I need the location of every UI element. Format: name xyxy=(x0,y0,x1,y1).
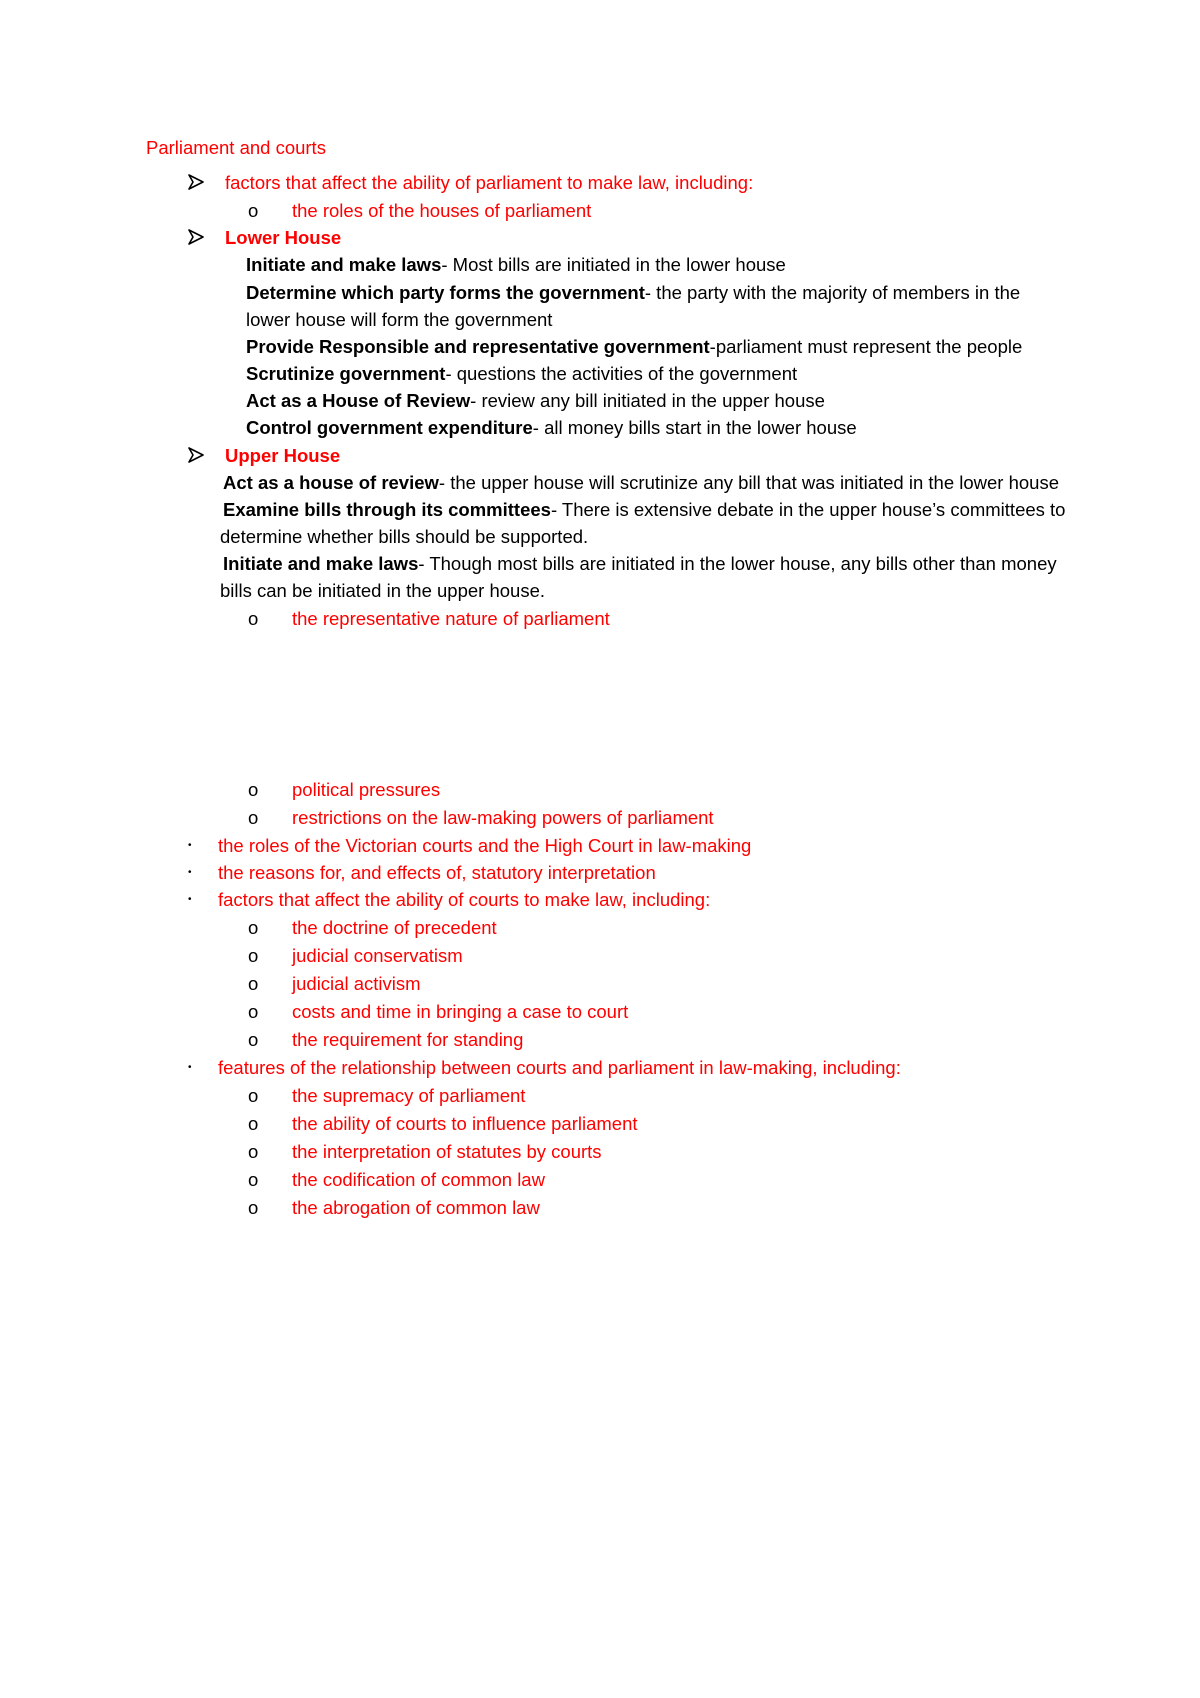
list-item: the representative nature of parliament xyxy=(292,608,610,629)
circle-bullet: o xyxy=(248,608,259,629)
arrow-bullet-icon xyxy=(188,229,204,245)
circle-bullet: o xyxy=(248,917,259,938)
list-item: the reasons for, and effects of, statutory interpretation xyxy=(218,862,656,883)
upper-house-item: Initiate and make laws- Though most bills are initiated in the lower house, any bills other than money xyxy=(223,553,1057,574)
list-item: judicial activism xyxy=(292,973,421,994)
upper-house-item-continued: determine whether bills should be supported. xyxy=(220,526,589,547)
parliament-factors-intro: factors that affect the ability of parliament to make law, including: xyxy=(225,172,754,193)
list-item: the codification of common law xyxy=(292,1169,545,1190)
lower-house-item: Initiate and make laws- Most bills are initiated in the lower house xyxy=(246,254,786,275)
list-item: the ability of courts to influence parliament xyxy=(292,1113,638,1134)
upper-house-item-continued: bills can be initiated in the upper house. xyxy=(220,580,545,601)
circle-bullet: o xyxy=(248,1141,259,1162)
lower-house-item: Act as a House of Review- review any bill initiated in the upper house xyxy=(246,390,825,411)
circle-bullet: o xyxy=(248,1169,259,1190)
upper-house-item: Examine bills through its committees- There is extensive debate in the upper house’s committees to xyxy=(223,499,1066,520)
arrow-bullet-icon xyxy=(188,447,204,463)
doc-title: Parliament and courts xyxy=(146,137,326,158)
list-item: costs and time in bringing a case to court xyxy=(292,1001,629,1022)
list-item: factors that affect the ability of courts to make law, including: xyxy=(218,889,711,910)
circle-bullet: o xyxy=(248,1085,259,1106)
circle-bullet: o xyxy=(248,1001,259,1022)
lower-house-heading: Lower House xyxy=(225,227,342,248)
list-item: the roles of the Victorian courts and the High Court in law-making xyxy=(218,835,752,856)
lower-house-item-continued: lower house will form the government xyxy=(246,309,553,330)
lower-house-item: Determine which party forms the government- the party with the majority of members in the xyxy=(246,282,1021,303)
list-item: political pressures xyxy=(292,779,441,800)
circle-bullet: o xyxy=(248,945,259,966)
list-item: the supremacy of parliament xyxy=(292,1085,526,1106)
dot-bullet: • xyxy=(188,867,192,878)
upper-house-heading: Upper House xyxy=(225,445,341,466)
dot-bullet: • xyxy=(188,894,192,905)
list-item: features of the relationship between courts and parliament in law-making, including: xyxy=(218,1057,901,1078)
circle-bullet: o xyxy=(248,1113,259,1134)
list-item: judicial conservatism xyxy=(292,945,463,966)
lower-house-item: Provide Responsible and representative government-parliament must represent the people xyxy=(246,336,1023,357)
upper-house-item: Act as a house of review- the upper house will scrutinize any bill that was initiated in the lower house xyxy=(223,472,1060,493)
list-item: the roles of the houses of parliament xyxy=(292,200,592,221)
arrow-bullet-icon xyxy=(188,174,204,190)
circle-bullet: o xyxy=(248,1029,259,1050)
circle-bullet: o xyxy=(248,779,259,800)
list-item: the requirement for standing xyxy=(292,1029,524,1050)
list-item: the abrogation of common law xyxy=(292,1197,540,1218)
list-item: the doctrine of precedent xyxy=(292,917,497,938)
list-item: restrictions on the law-making powers of parliament xyxy=(292,807,714,828)
circle-bullet: o xyxy=(248,200,259,221)
circle-bullet: o xyxy=(248,1197,259,1218)
list-item: the interpretation of statutes by courts xyxy=(292,1141,602,1162)
dot-bullet: • xyxy=(188,1062,192,1073)
lower-house-item: Scrutinize government- questions the activities of the government xyxy=(246,363,798,384)
lower-house-item: Control government expenditure- all money bills start in the lower house xyxy=(246,417,857,438)
circle-bullet: o xyxy=(248,973,259,994)
circle-bullet: o xyxy=(248,807,259,828)
dot-bullet: • xyxy=(188,840,192,851)
